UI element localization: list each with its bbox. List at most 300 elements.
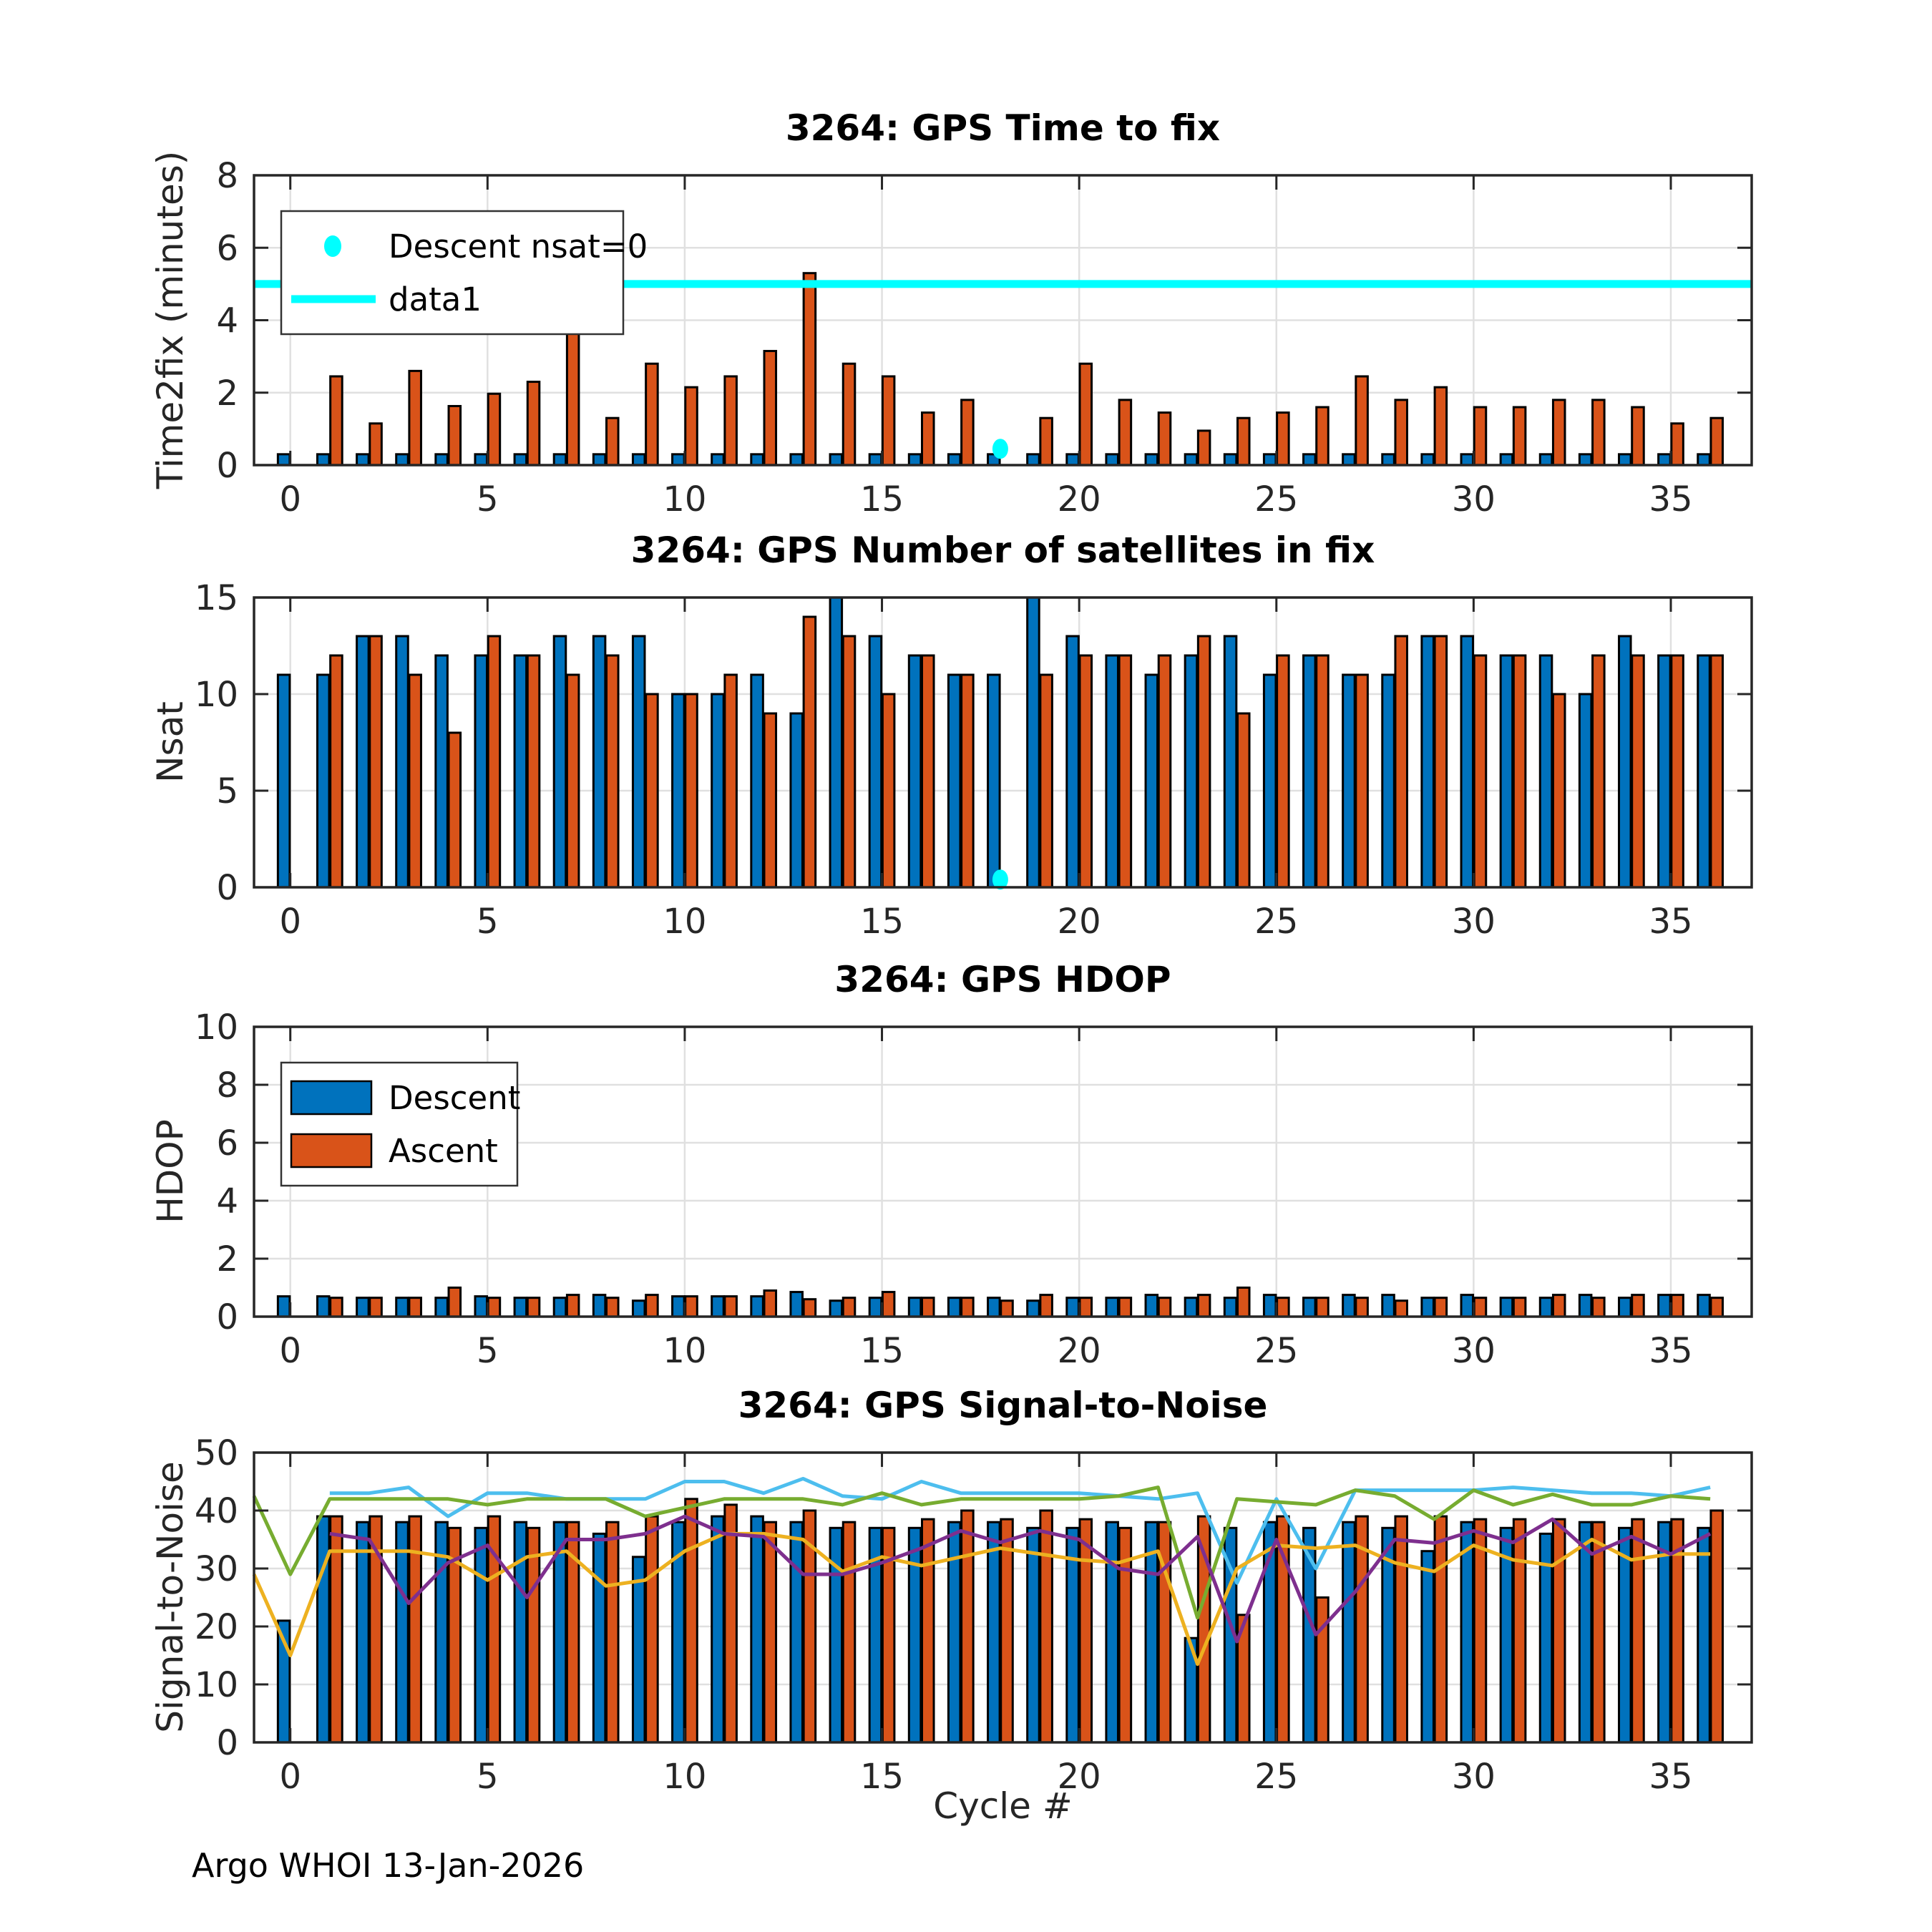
ascent-bar	[962, 1298, 974, 1317]
descent-bar	[278, 454, 290, 465]
x-tick-label: 35	[1649, 902, 1693, 942]
ascent-bar	[1435, 636, 1447, 887]
ascent-bar	[1474, 655, 1486, 887]
descent-bar	[1540, 1298, 1552, 1317]
ascent-bar	[764, 1291, 776, 1317]
y-tick-label: 2	[216, 1239, 238, 1279]
ascent-bar	[1277, 1298, 1289, 1317]
y-tick-label: 6	[216, 1123, 238, 1163]
ascent-bar	[1593, 400, 1605, 465]
descent-bar	[830, 1301, 842, 1317]
ascent-bar	[1277, 1516, 1289, 1742]
ascent-bar	[527, 1528, 540, 1742]
ascent-bar	[607, 1298, 619, 1317]
descent-bar	[1698, 1295, 1710, 1317]
descent-bar	[1304, 1298, 1316, 1317]
ascent-bar	[527, 1298, 540, 1317]
ascent-bar	[922, 413, 934, 465]
ascent-bar	[449, 1288, 461, 1317]
descent-bar	[317, 1297, 329, 1317]
ascent-bar	[1001, 1301, 1013, 1317]
legend-patch-swatch	[291, 1081, 371, 1114]
descent-bar	[593, 1533, 605, 1742]
ascent-bar	[1593, 1298, 1605, 1317]
descent-bar	[475, 655, 487, 887]
ascent-bar	[1277, 655, 1289, 887]
ascent-bar	[882, 694, 894, 887]
x-tick-label: 20	[1057, 1331, 1101, 1371]
descent-bar	[1501, 1298, 1513, 1317]
ascent-bar	[1040, 1511, 1053, 1742]
descent-bar	[436, 454, 448, 465]
descent-bar	[633, 1557, 645, 1742]
descent-bar	[1304, 454, 1316, 465]
ascent-bar	[804, 617, 816, 887]
ascent-bar	[922, 1519, 934, 1742]
x-tick-label: 15	[860, 1757, 904, 1797]
ascent-bar	[1119, 1298, 1131, 1317]
y-tick-label: 8	[216, 156, 238, 196]
descent-bar	[1028, 597, 1040, 887]
ascent-bar	[1119, 655, 1131, 887]
descent-bar	[475, 1297, 487, 1317]
ascent-bar	[1632, 407, 1644, 465]
descent-bar	[1659, 655, 1671, 887]
descent-bar	[909, 655, 921, 887]
y-tick-label: 0	[216, 868, 238, 908]
descent-bar	[1540, 454, 1552, 465]
descent-bar	[554, 636, 566, 887]
ascent-bar	[331, 655, 343, 887]
descent-bar	[869, 636, 882, 887]
y-tick-label: 4	[216, 301, 238, 341]
ascent-bar	[1080, 1298, 1092, 1317]
ascent-bar	[1672, 424, 1684, 465]
descent-bar	[357, 454, 369, 465]
descent-bar	[948, 675, 960, 887]
descent-bar	[1382, 454, 1395, 465]
y-tick-label: 0	[216, 1723, 238, 1763]
descent-bar	[1579, 454, 1591, 465]
ascent-bar	[331, 376, 343, 465]
plot2-title: 3264: GPS Number of satellites in fix	[630, 530, 1375, 571]
ascent-bar	[1395, 400, 1407, 465]
ascent-bar	[1158, 655, 1171, 887]
descent-bar	[712, 1297, 724, 1317]
descent-bar	[357, 1522, 369, 1742]
x-tick-label: 30	[1451, 902, 1496, 942]
ascent-bar	[686, 1297, 698, 1317]
ascent-bar	[449, 406, 461, 465]
y-tick-label: 50	[194, 1433, 238, 1473]
ascent-bar	[1672, 655, 1684, 887]
ascent-bar	[1356, 675, 1368, 887]
descent-bar	[1579, 1295, 1591, 1317]
descent-bar	[1264, 1295, 1276, 1317]
x-tick-label: 30	[1451, 1757, 1496, 1797]
descent-bar	[673, 694, 685, 887]
descent-bar	[554, 1298, 566, 1317]
plot-4-area	[195, 1433, 1752, 1797]
y-tick-label: 0	[216, 446, 238, 486]
ascent-bar	[764, 1522, 776, 1742]
ascent-bar	[1711, 655, 1723, 887]
descent-bar	[593, 454, 605, 465]
ascent-bar	[607, 418, 619, 465]
descent-bar	[436, 1298, 448, 1317]
ascent-bar	[882, 1292, 894, 1317]
ascent-bar	[567, 675, 579, 887]
ascent-bar	[1317, 655, 1329, 887]
descent-bar	[317, 675, 329, 887]
x-tick-label: 0	[279, 902, 301, 942]
x-tick-label: 30	[1451, 479, 1496, 519]
descent-bar	[830, 1528, 842, 1742]
descent-bar	[988, 1522, 1000, 1742]
descent-bar	[1619, 454, 1631, 465]
descent-bar	[673, 1297, 685, 1317]
descent-bar	[1146, 454, 1158, 465]
legend-patch-swatch	[291, 1134, 371, 1167]
legend	[281, 1063, 520, 1186]
x-tick-label: 10	[663, 1757, 707, 1797]
descent-bar	[514, 1298, 527, 1317]
x-tick-label: 20	[1057, 902, 1101, 942]
ascent-bar	[922, 655, 934, 887]
ascent-bar	[1237, 713, 1249, 887]
ascent-bar	[331, 1298, 343, 1317]
x-tick-label: 10	[663, 902, 707, 942]
ascent-bar	[1198, 636, 1210, 887]
descent-bar	[436, 655, 448, 887]
descent-bar	[830, 454, 842, 465]
plot1-title: 3264: GPS Time to fix	[785, 107, 1221, 149]
ascent-bar	[646, 364, 658, 465]
legend-marker-swatch	[324, 235, 341, 257]
x-tick-label: 0	[279, 1331, 301, 1371]
descent-bar	[396, 636, 409, 887]
ascent-bar	[1395, 1516, 1407, 1742]
ascent-bar	[1158, 413, 1171, 465]
descent-bar	[1461, 1522, 1473, 1742]
ascent-bar	[1395, 636, 1407, 887]
descent-bar	[830, 597, 842, 887]
x-tick-label: 20	[1057, 1757, 1101, 1797]
descent-bar	[1304, 655, 1316, 887]
ascent-bar	[764, 713, 776, 887]
descent-bar	[1264, 675, 1276, 887]
descent-bar	[712, 694, 724, 887]
descent-bar	[317, 1516, 329, 1742]
descent-bar	[396, 454, 409, 465]
ascent-bar	[409, 371, 421, 465]
descent-bar	[1698, 454, 1710, 465]
descent-bar	[357, 1298, 369, 1317]
descent-bar	[475, 1528, 487, 1742]
ascent-bar	[1672, 1295, 1684, 1317]
ascent-bar	[1553, 694, 1565, 887]
descent-bar	[514, 655, 527, 887]
descent-bar	[593, 636, 605, 887]
ascent-bar	[1198, 1295, 1210, 1317]
descent-bar	[1028, 1528, 1040, 1742]
ascent-bar	[1040, 418, 1053, 465]
ascent-bar	[1080, 655, 1092, 887]
x-tick-label: 5	[477, 479, 499, 519]
x-tick-label: 10	[663, 479, 707, 519]
x-tick-label: 0	[279, 1757, 301, 1797]
ascent-bar	[1040, 1295, 1053, 1317]
descent-bar	[1224, 1298, 1236, 1317]
legend-label: Descent nsat=0	[389, 228, 648, 265]
descent-bar	[1106, 454, 1118, 465]
ascent-bar	[527, 382, 540, 465]
descent-bar	[514, 454, 527, 465]
descent-bar	[869, 454, 882, 465]
descent-bar	[1185, 1298, 1197, 1317]
ascent-bar	[1317, 1598, 1329, 1743]
descent-bar	[1067, 636, 1079, 887]
ascent-bar	[686, 694, 698, 887]
ascent-bar	[370, 1298, 382, 1317]
ascent-bar	[764, 351, 776, 465]
ascent-bar	[686, 387, 698, 465]
ascent-bar	[1553, 1519, 1565, 1742]
y-tick-label: 2	[216, 373, 238, 414]
ascent-bar	[1237, 1288, 1249, 1317]
ascent-bar	[962, 1511, 974, 1742]
ascent-bar	[488, 1298, 500, 1317]
ascent-bar	[1080, 1519, 1092, 1742]
x-tick-label: 25	[1254, 902, 1299, 942]
plot2-ylabel: Nsat	[150, 701, 191, 783]
descent-bar	[1461, 636, 1473, 887]
ascent-bar	[843, 1298, 855, 1317]
descent-bar	[1501, 454, 1513, 465]
ascent-bar	[1593, 1522, 1605, 1742]
descent-bar	[633, 454, 645, 465]
x-tick-label: 15	[860, 1331, 904, 1371]
descent-bar	[1659, 1295, 1671, 1317]
y-tick-label: 4	[216, 1181, 238, 1221]
descent-bar	[278, 675, 290, 887]
x-axis-label: Cycle #	[933, 1785, 1073, 1827]
descent-bar	[1659, 454, 1671, 465]
ascent-bar	[1593, 655, 1605, 887]
descent-bar	[1028, 1301, 1040, 1317]
ascent-bar	[488, 394, 500, 465]
descent-bar	[1619, 1298, 1631, 1317]
ascent-bar	[1158, 1298, 1171, 1317]
ascent-bar	[882, 376, 894, 465]
plot-1-area	[216, 156, 1752, 519]
ascent-bar	[1356, 376, 1368, 465]
ascent-bar	[1237, 418, 1249, 465]
ascent-bar	[1474, 1298, 1486, 1317]
descent-bar	[791, 713, 803, 887]
descent-bar	[396, 1522, 409, 1742]
descent-bar	[751, 1297, 763, 1317]
ascent-bar	[1513, 407, 1526, 465]
ascent-bar	[922, 1298, 934, 1317]
ascent-bar	[1553, 400, 1565, 465]
ascent-bar	[1632, 1295, 1644, 1317]
ascent-bar	[1474, 1519, 1486, 1742]
descent-bar	[1579, 1522, 1591, 1742]
descent-bar	[1422, 636, 1434, 887]
descent-bar	[633, 636, 645, 887]
footer-note: Argo WHOI 13-Jan-2026	[192, 1846, 585, 1885]
y-tick-label: 15	[194, 578, 238, 618]
descent-bar	[1382, 675, 1395, 887]
x-tick-label: 35	[1649, 479, 1693, 519]
ascent-bar	[804, 1299, 816, 1317]
x-tick-label: 0	[279, 479, 301, 519]
ascent-bar	[1001, 1519, 1013, 1742]
plot-2-area	[195, 578, 1752, 942]
x-tick-label: 5	[477, 1331, 499, 1371]
descent-bar	[948, 1522, 960, 1742]
legend-label: Descent	[389, 1079, 521, 1117]
plot3-ylabel: HDOP	[150, 1119, 191, 1224]
descent-bar	[1343, 1522, 1355, 1742]
descent-bar	[357, 636, 369, 887]
x-tick-label: 10	[663, 1331, 707, 1371]
descent-bar	[909, 1528, 921, 1742]
ascent-bar	[962, 675, 974, 887]
ascent-bar	[962, 400, 974, 465]
ascent-bar	[607, 1522, 619, 1742]
ascent-bar	[449, 733, 461, 887]
descent-bar	[751, 1516, 763, 1742]
x-tick-label: 15	[860, 479, 904, 519]
descent-bar	[1264, 454, 1276, 465]
ascent-bar	[843, 1522, 855, 1742]
descent-bar	[988, 675, 1000, 887]
descent-bar	[396, 1298, 409, 1317]
descent-bar	[1422, 1551, 1434, 1742]
descent-bar	[1619, 636, 1631, 887]
descent-bar	[712, 454, 724, 465]
descent-bar	[278, 1297, 290, 1317]
descent-bar	[909, 454, 921, 465]
ascent-bar	[725, 1505, 737, 1742]
descent-bar	[1698, 1528, 1710, 1742]
ascent-bar	[527, 655, 540, 887]
ascent-bar	[1080, 364, 1092, 465]
descent-bar	[1343, 1295, 1355, 1317]
ascent-bar	[1632, 1519, 1644, 1742]
descent-bar	[1185, 454, 1197, 465]
ascent-bar	[1356, 1298, 1368, 1317]
x-tick-label: 5	[477, 902, 499, 942]
ascent-bar	[1711, 1511, 1723, 1742]
ascent-bar	[646, 1516, 658, 1742]
ascent-bar	[1711, 1298, 1723, 1317]
ascent-bar	[409, 675, 421, 887]
y-tick-label: 8	[216, 1065, 238, 1106]
descent-bar	[593, 1295, 605, 1317]
ascent-bar	[1395, 1301, 1407, 1317]
descent-bar	[1343, 675, 1355, 887]
descent-bar	[1224, 636, 1236, 887]
descent-bar	[1698, 655, 1710, 887]
ascent-bar	[607, 655, 619, 887]
x-tick-label: 25	[1254, 1757, 1299, 1797]
descent-bar	[1106, 1298, 1118, 1317]
descent-bar	[1146, 675, 1158, 887]
legend-label: Ascent	[389, 1132, 498, 1170]
descent-bar	[1106, 655, 1118, 887]
y-tick-label: 40	[194, 1491, 238, 1531]
y-tick-label: 10	[194, 675, 238, 715]
descent-bar	[1501, 655, 1513, 887]
ascent-bar	[1474, 407, 1486, 465]
ascent-bar	[843, 364, 855, 465]
descent-bar	[1461, 1295, 1473, 1317]
descent-bar	[1067, 1298, 1079, 1317]
ascent-bar	[1513, 1298, 1526, 1317]
ascent-bar	[488, 636, 500, 887]
ascent-bar	[1317, 407, 1329, 465]
descent-bar	[988, 1298, 1000, 1317]
x-tick-label: 25	[1254, 479, 1299, 519]
plot1-ylabel: Time2fix (minutes)	[150, 150, 191, 489]
ascent-bar	[1513, 1519, 1526, 1742]
x-tick-label: 5	[477, 1757, 499, 1797]
descent-bar	[1422, 454, 1434, 465]
ascent-bar	[1711, 418, 1723, 465]
descent-bar	[673, 454, 685, 465]
ascent-bar	[370, 424, 382, 465]
ascent-bar	[1119, 400, 1131, 465]
ascent-bar	[1198, 431, 1210, 465]
y-tick-label: 10	[194, 1008, 238, 1048]
descent-bar	[475, 454, 487, 465]
descent-bar	[712, 1516, 724, 1742]
x-tick-label: 15	[860, 902, 904, 942]
ascent-bar	[1513, 655, 1526, 887]
plot4-ylabel: Signal-to-Noise	[150, 1461, 191, 1733]
descent-bar	[751, 675, 763, 887]
descent-bar	[1224, 454, 1236, 465]
ascent-bar	[725, 376, 737, 465]
descent-bar	[791, 454, 803, 465]
ascent-bar	[1435, 1516, 1447, 1742]
ascent-bar	[725, 1297, 737, 1317]
descent-bar	[514, 1522, 527, 1742]
x-tick-label: 30	[1451, 1331, 1496, 1371]
y-tick-label: 5	[216, 771, 238, 811]
ascent-bar	[409, 1298, 421, 1317]
legend	[281, 211, 648, 334]
ascent-bar	[843, 636, 855, 887]
ascent-bar	[370, 636, 382, 887]
descent-bar	[948, 454, 960, 465]
ascent-bar	[646, 1295, 658, 1317]
descent-bar	[1461, 454, 1473, 465]
descent-bar	[1382, 1295, 1395, 1317]
y-tick-label: 30	[194, 1549, 238, 1589]
descent-bar	[791, 1292, 803, 1317]
descent-bar	[751, 454, 763, 465]
descent-bar	[1028, 454, 1040, 465]
ascent-bar	[1317, 1298, 1329, 1317]
descent-bar	[1343, 454, 1355, 465]
descent-bar	[791, 1522, 803, 1742]
ascent-bar	[1277, 413, 1289, 465]
descent-bar	[1422, 1298, 1434, 1317]
